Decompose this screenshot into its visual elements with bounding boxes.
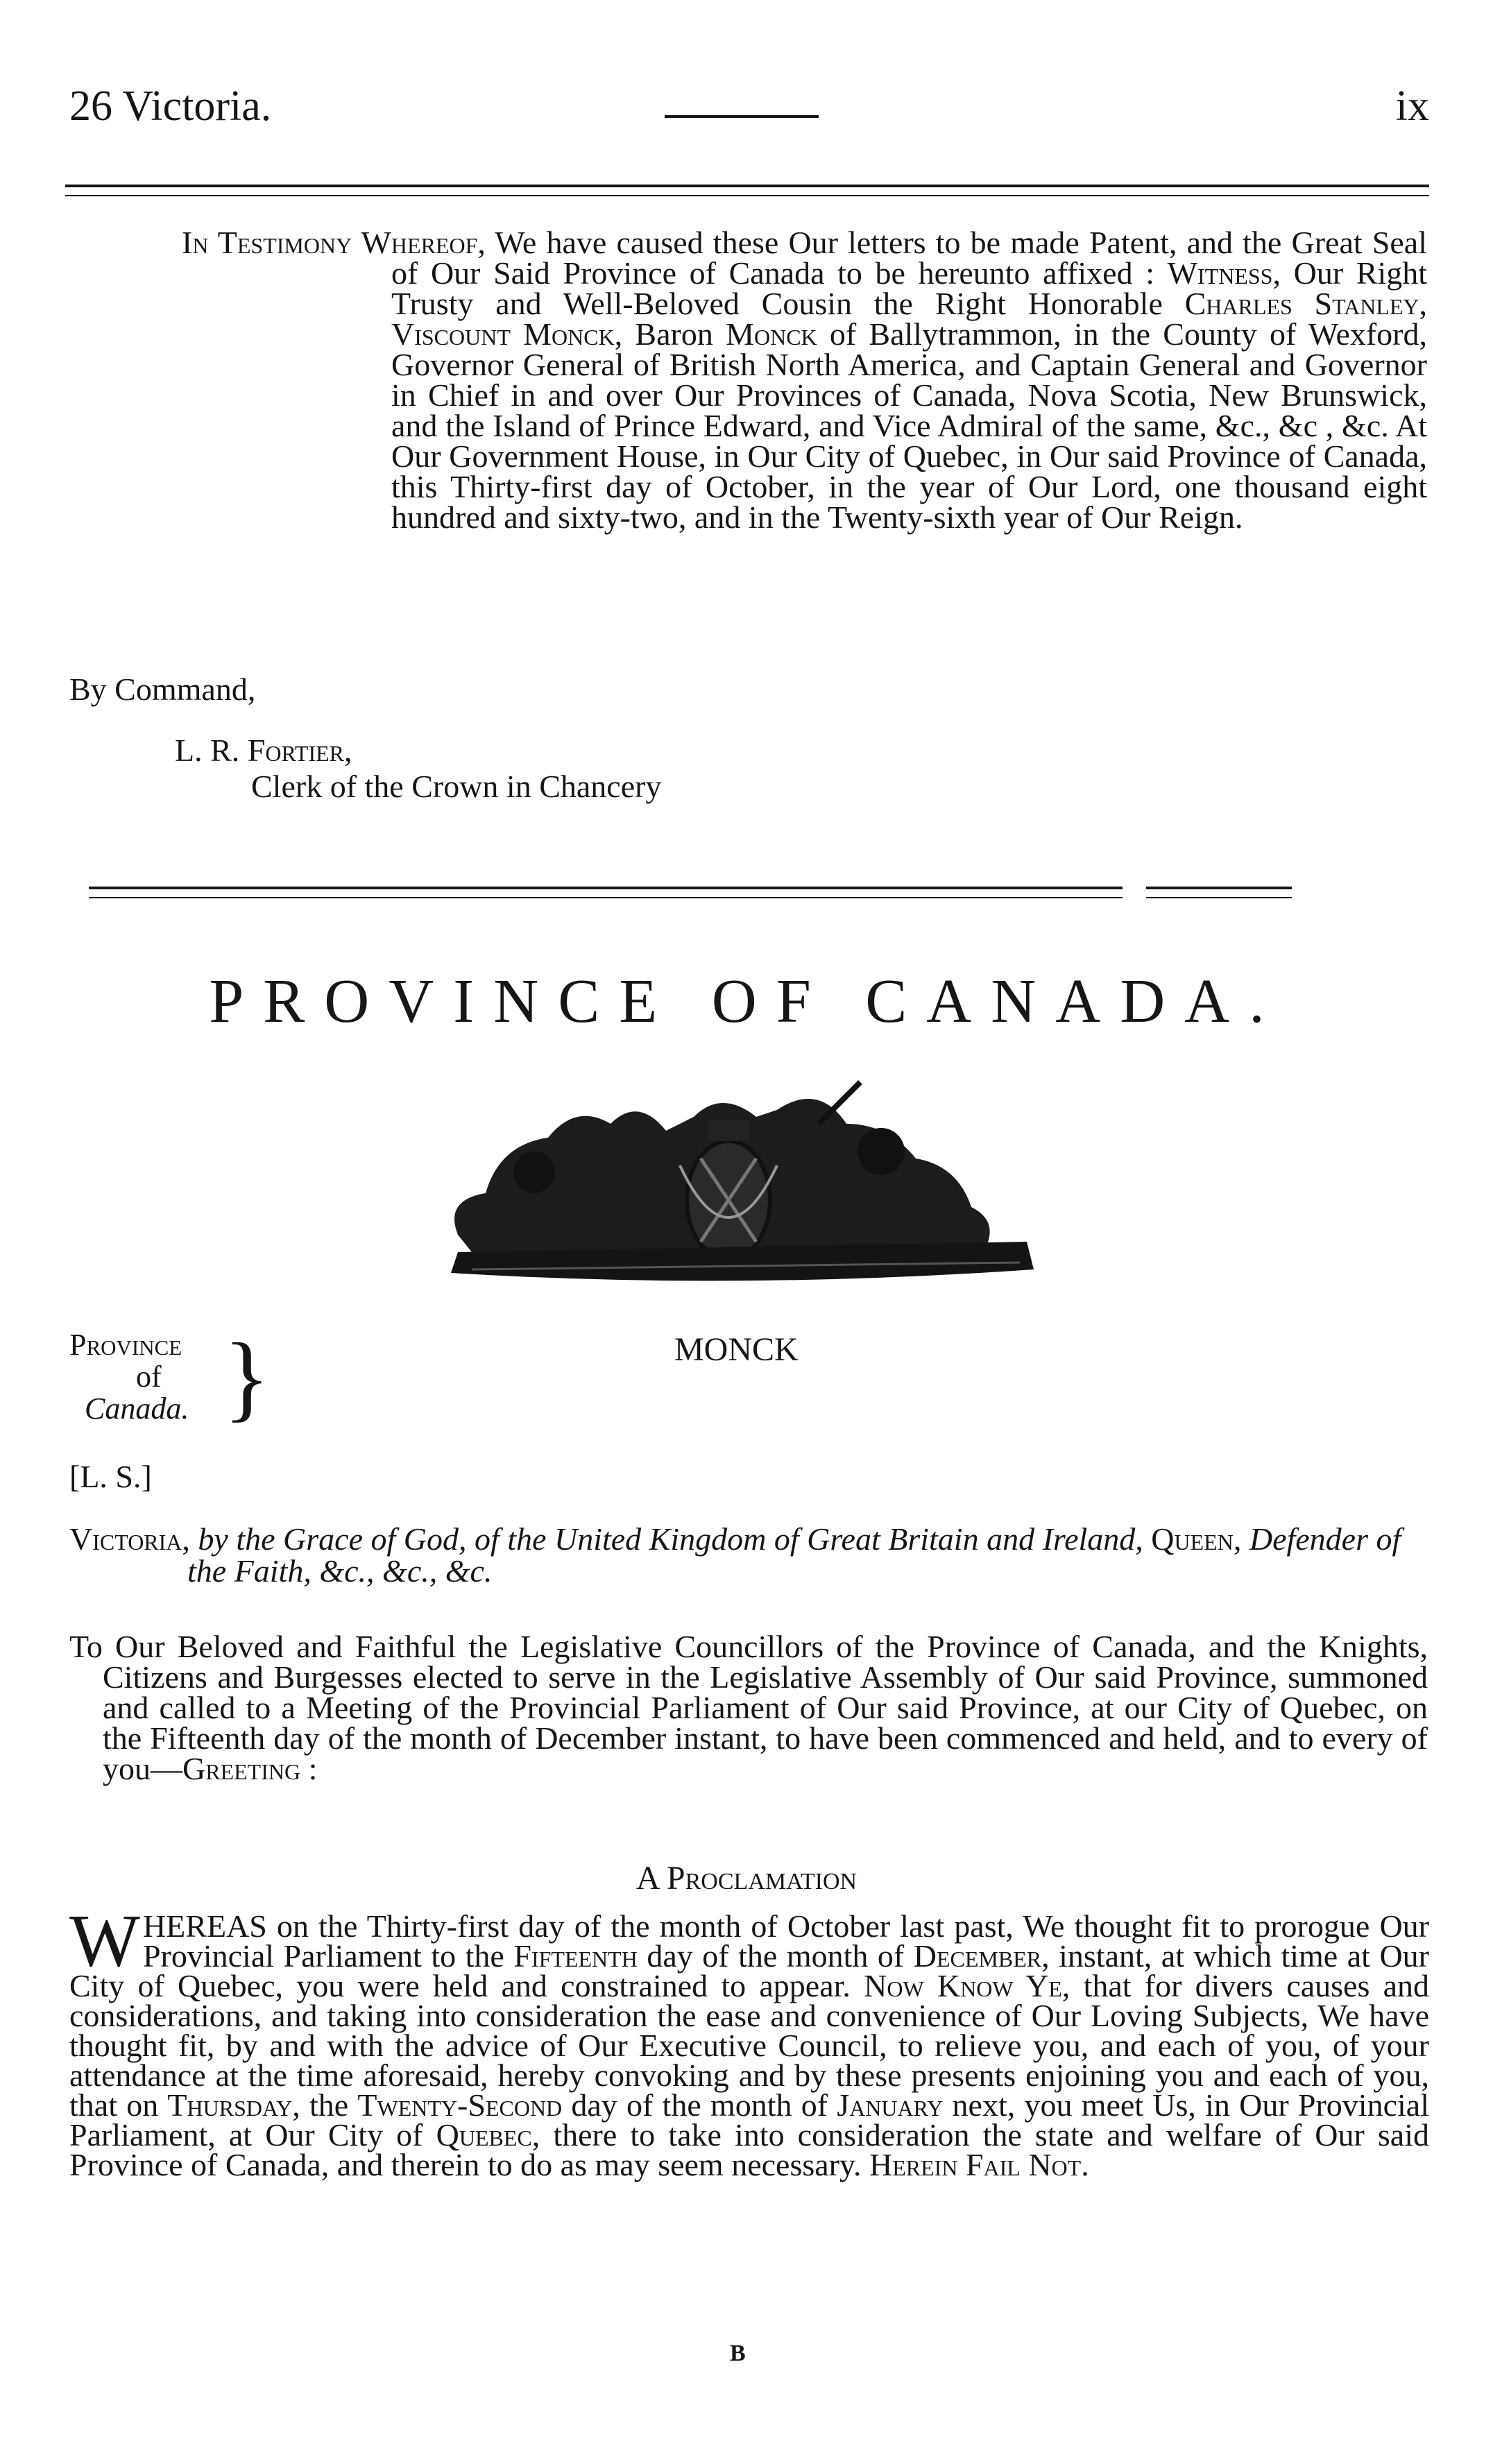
address-paragraph: To Our Beloved and Faithful the Legislative Councillors of the Province of Canada, and the Knights, Citizens and Burgesses elected to serve in the Legislative Assembly of Our said Province, summoned and called to a Meeting of the Provincial Parliament of Our said Province, at our City of Quebec, on the Fifteenth day of the month of December instant, to have been commenced and held, and to every of you—Greeting : [69,1629,1428,1786]
signer-office: Clerk of the Crown in Chancery [251,769,662,804]
side-note: Province of Canada. [69,1328,189,1426]
greeting-word: Greeting : [182,1751,318,1786]
royal-style: Victoria, by the Grace of God, of the United Kingdom of Great Britain and Ireland, Queen, Defender of the Faith, &c., &c., &c. [69,1521,1401,1589]
signature-mark: B [730,2341,746,2366]
proclamation-heading: A Proclamation [635,1860,858,1897]
seal-mark: [L. S.] [69,1459,152,1494]
governor-name: Charles Stanley, Viscount Monck, [391,286,1428,352]
section-rule-right [1146,887,1292,898]
witness-word: Witness, [1167,255,1281,291]
header-rule [65,185,1429,196]
proclamation-title: PROVINCE OF CANADA. [209,967,1284,1036]
page-header [69,82,1429,144]
drop-cap: W [69,1900,140,1983]
header-dash [665,115,819,118]
testimony-clause: In Testimony Whereof, We have caused these Our letters to be made Patent, and the Great Seal of Our Said Province of Canada to be hereunto affixed : Witness, Our Right Trusty and Well-Beloved Cousin the Right Honorable Charles Stanley, Viscount Monck, Baron Monck of Ballytrammon, in the County of Wexford, Governor General of British North America, and Captain General and Governor in Chief in and over Our Provinces of Canada, Nova Scotia, New Brunswick, and the Island of Prince Edward, and Vice Admiral of the same, &c., &c , &c. At Our Government House, in Our City of Quebec, in Our said Province of Canada, this Thirty-first day of October, in the year of Our Lord, one thousand eight hundred and sixty-two, and in the Twenty-sixth year of Our Reign. [182,225,1428,535]
signer-name: L. R. Fortier, [175,733,352,768]
governor-signature: MONCK [674,1331,799,1368]
section-rule-left [89,887,1123,898]
brace-icon: } [223,1324,271,1431]
page-number: ix [1395,83,1429,130]
royal-coat-of-arms-icon [430,1061,1048,1297]
testimony-lead: In Testimony Whereof, [182,225,486,260]
running-head: 26 Victoria. [69,83,272,130]
proclamation-body: WHEREAS on the Thirty-first day of the month of October last past, We thought fit to prorogue Our Provincial Parliament to the Fifteenth day of the month of December, instant, at which time at Our City of Quebec, you were held and constrained to appear. Now Know Ye, that for divers causes and considerations, and taking into consideration the ease and convenience of Our Loving Subjects, We have thought fit, by and with the advice of Our Executive Council, to relieve you, and each of you, of your attendance at the time aforesaid, hereby convoking and by these presents enjoining you and each of you, that on Thursday, the Twenty-Second day of the month of January next, you meet Us, in Our Provincial Parliament, at Our City of Quebec, there to take into consideration the state and welfare of Our said Province of Canada, and therein to do as may seem necessary. Herein Fail Not. [69,1900,1430,2182]
by-command: By Command, [69,671,256,707]
